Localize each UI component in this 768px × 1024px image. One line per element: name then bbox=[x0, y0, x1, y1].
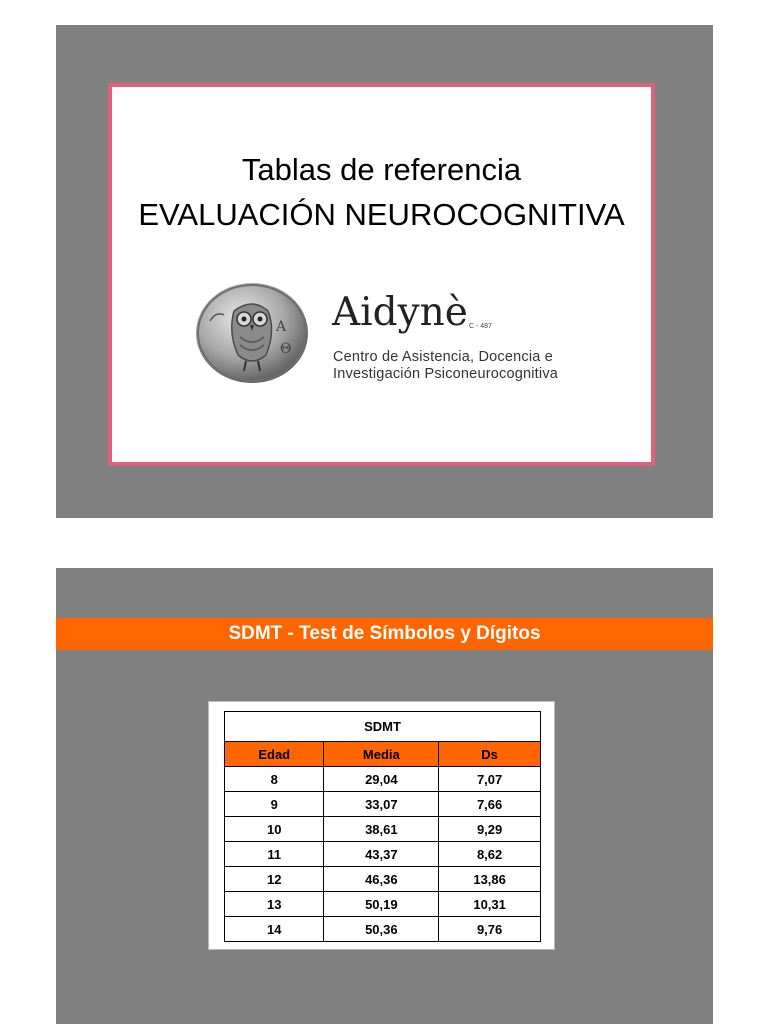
table-row bbox=[225, 767, 541, 792]
cell-media: 29,04 bbox=[324, 767, 439, 792]
table-card bbox=[208, 701, 555, 950]
slide-banner-title: SDMT - Test de Símbolos y Dígitos bbox=[56, 618, 713, 650]
slide-title bbox=[56, 25, 713, 518]
slide-sdmt-table bbox=[56, 568, 713, 1024]
title-card bbox=[108, 83, 655, 466]
title-line-2: EVALUACIÓN NEUROCOGNITIVA bbox=[138, 197, 625, 232]
cell-edad: 9 bbox=[225, 792, 324, 817]
header-edad: Edad bbox=[225, 742, 324, 767]
table-row bbox=[225, 842, 541, 867]
cell-media: 50,36 bbox=[324, 917, 439, 942]
table-row bbox=[225, 867, 541, 892]
cell-ds: 10,31 bbox=[439, 892, 541, 917]
svg-text:A: A bbox=[276, 319, 287, 335]
owl-coin-logo-icon bbox=[194, 281, 310, 385]
title-line-1: Tablas de referencia bbox=[241, 152, 522, 187]
table-header-row bbox=[225, 742, 541, 767]
header-ds: Ds bbox=[439, 742, 541, 767]
cell-ds: 9,76 bbox=[439, 917, 541, 942]
cell-media: 33,07 bbox=[324, 792, 439, 817]
cell-ds: 7,66 bbox=[439, 792, 541, 817]
cell-edad: 11 bbox=[225, 842, 324, 867]
logo-subtitle-line-2: Investigación Psiconeurocognitiva bbox=[333, 366, 559, 382]
cell-ds: 9,29 bbox=[439, 817, 541, 842]
svg-text:Θ: Θ bbox=[280, 341, 292, 357]
logo-subtitle bbox=[333, 349, 558, 383]
cell-media: 38,61 bbox=[324, 817, 439, 842]
table-row bbox=[225, 817, 541, 842]
cell-ds: 8,62 bbox=[439, 842, 541, 867]
logo-name: Aidynè bbox=[332, 290, 468, 335]
table-row bbox=[225, 792, 541, 817]
logo-code: C - 487 bbox=[469, 323, 492, 330]
cell-edad: 13 bbox=[225, 892, 324, 917]
cell-ds: 13,86 bbox=[439, 867, 541, 892]
cell-edad: 10 bbox=[225, 817, 324, 842]
table-caption: SDMT bbox=[225, 712, 541, 742]
cell-edad: 14 bbox=[225, 917, 324, 942]
sdmt-table bbox=[224, 711, 541, 942]
cell-media: 46,36 bbox=[324, 867, 439, 892]
cell-ds: 7,07 bbox=[439, 767, 541, 792]
cell-media: 43,37 bbox=[324, 842, 439, 867]
cell-media: 50,19 bbox=[324, 892, 439, 917]
header-media: Media bbox=[324, 742, 439, 767]
cell-edad: 8 bbox=[225, 767, 324, 792]
cell-edad: 12 bbox=[225, 867, 324, 892]
table-row bbox=[225, 892, 541, 917]
logo-subtitle-line-1: Centro de Asistencia, Docencia e bbox=[333, 349, 553, 365]
table-row bbox=[225, 917, 541, 942]
